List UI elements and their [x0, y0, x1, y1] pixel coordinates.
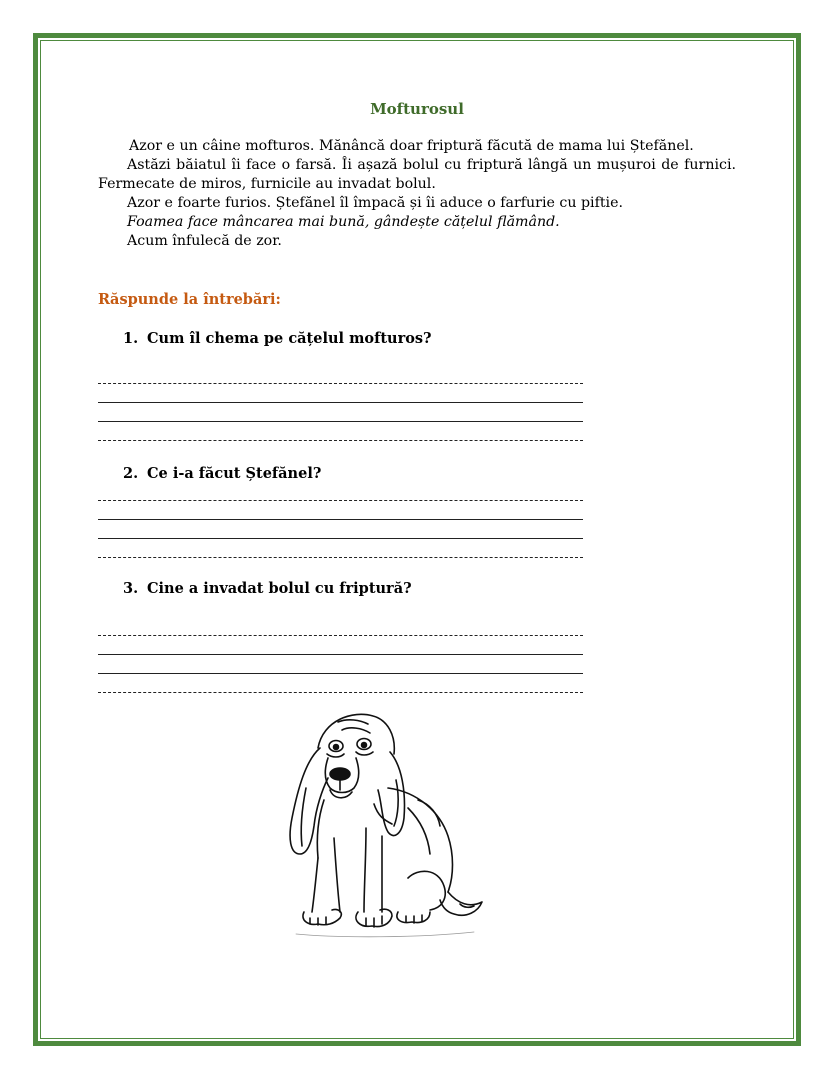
question-number: 1.: [123, 330, 139, 347]
question-3: [123, 580, 412, 597]
story-paragraph: Azor e foarte furios. Ștefănel îl împacă și îi aduce o farfurie cu piftie.: [127, 195, 623, 211]
answer-line[interactable]: [98, 486, 583, 505]
story-paragraph: Foamea face mâncarea mai bună, gândește cățelul flămând.: [127, 214, 560, 230]
dog-illustration: [278, 708, 488, 940]
answer-line[interactable]: [98, 640, 583, 659]
question-number: 2.: [123, 465, 139, 482]
answer-line[interactable]: [98, 659, 583, 678]
story-paragraph: Acum înfulecă de zor.: [127, 233, 282, 249]
answer-line[interactable]: [98, 678, 583, 697]
story-paragraph: Azor e un câine mofturos. Mănâncă doar friptură făcută de mama lui Ștefănel.: [129, 138, 694, 154]
answer-line[interactable]: [98, 388, 583, 407]
instruction-heading: Răspunde la întrebări:: [98, 291, 281, 308]
answer-lines-3[interactable]: [98, 621, 583, 697]
answer-lines-1[interactable]: [98, 369, 583, 445]
question-text: Cum îl chema pe cățelul mofturos?: [147, 330, 432, 347]
answer-lines-2[interactable]: [98, 486, 583, 562]
question-text: Cine a invadat bolul cu friptură?: [147, 580, 412, 597]
answer-line[interactable]: [98, 369, 583, 388]
story-title: Mofturosul: [370, 100, 464, 118]
answer-line[interactable]: [98, 524, 583, 543]
story-text: [98, 137, 736, 251]
story-paragraph: Astăzi băiatul îi face o farsă. Îi așază bolul cu friptură lângă un mușuroi de furnici. Fermecate de miros, furnicile au invadat bolul.: [98, 157, 736, 192]
answer-line[interactable]: [98, 621, 583, 640]
answer-line[interactable]: [98, 505, 583, 524]
question-1: [123, 330, 432, 347]
answer-line[interactable]: [98, 407, 583, 426]
answer-line[interactable]: [98, 543, 583, 562]
question-number: 3.: [123, 580, 139, 597]
answer-line[interactable]: [98, 426, 583, 445]
question-2: [123, 465, 321, 482]
question-text: Ce i-a făcut Ștefănel?: [147, 465, 322, 482]
